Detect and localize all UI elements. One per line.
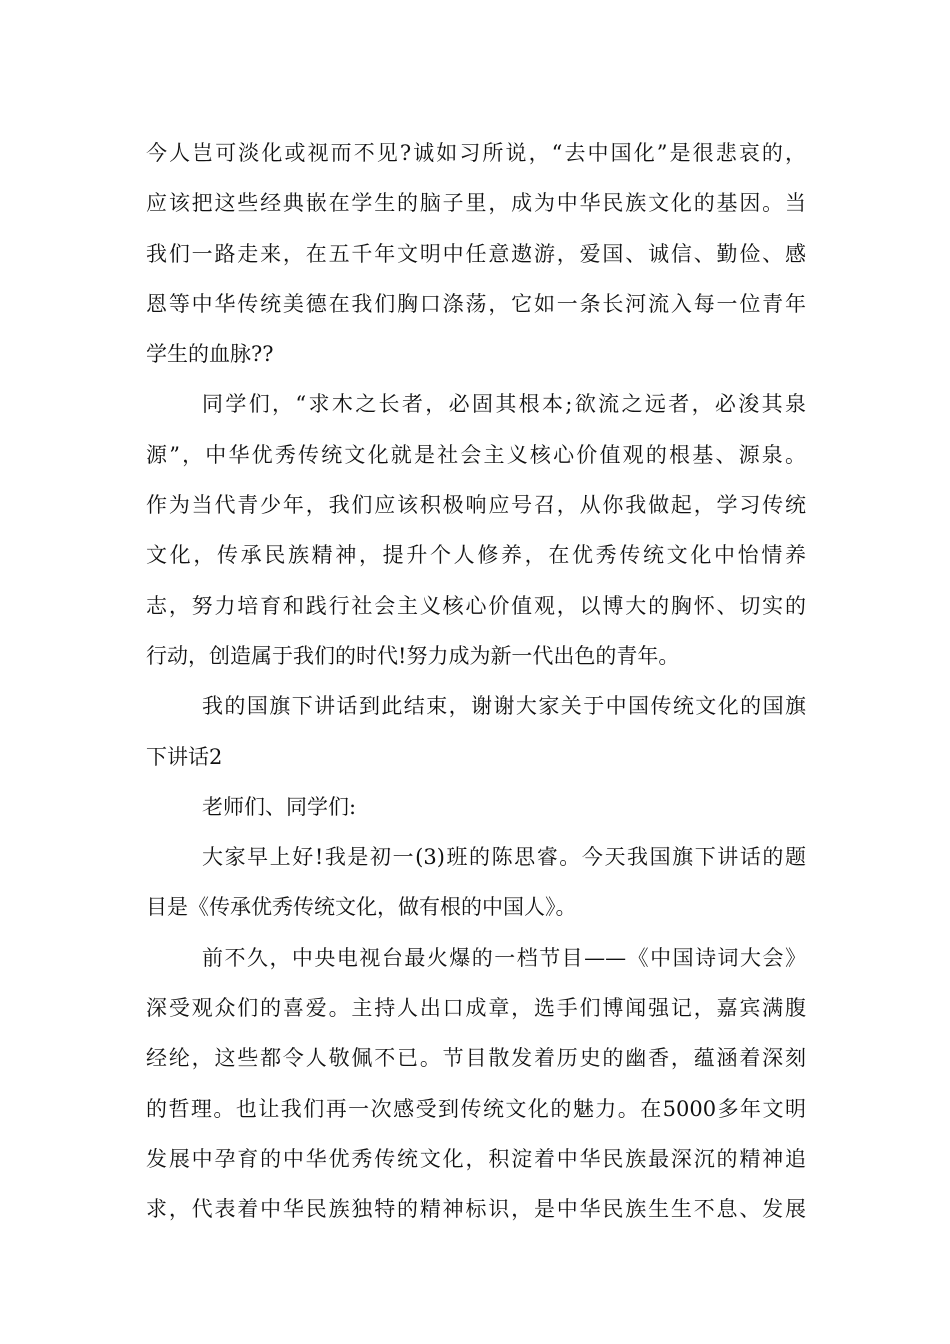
- text-line: 发展中孕育的中华优秀传统文化，积淀着中华民族最深沉的精神追: [146, 1146, 806, 1171]
- text-line: 的哲理。也让我们再一次感受到传统文化的魅力。在5000多年文明: [146, 1096, 806, 1121]
- text-line: 志，努力培育和践行社会主义核心价值观，以博大的胸怀、切实的: [146, 593, 806, 618]
- body-text: [146, 128, 806, 1235]
- text-line: 源”，中华优秀传统文化就是社会主义核心价值观的根基、源泉。: [146, 442, 806, 467]
- text-line: 我们一路走来，在五千年文明中任意遨游，爱国、诚信、勤俭、感: [146, 241, 806, 266]
- text-line: 我的国旗下讲话到此结束，谢谢大家关于中国传统文化的国旗: [202, 694, 806, 719]
- text-line: 学生的血脉??: [146, 342, 274, 367]
- text-line: 经纶，这些都令人敬佩不已。节目散发着历史的幽香，蕴涵着深刻: [146, 1046, 806, 1071]
- text-line: 恩等中华传统美德在我们胸口涤荡，它如一条长河流入每一位青年: [146, 291, 806, 316]
- text-line: 下讲话2: [146, 744, 223, 769]
- text-line: 前不久，中央电视台最火爆的一档节目——《中国诗词大会》: [202, 945, 806, 970]
- text-line: 目是《传承优秀传统文化，做有根的中国人》。: [146, 895, 577, 920]
- text-line: 老师们、同学们:: [202, 794, 357, 819]
- text-line: 文化，传承民族精神，提升个人修养，在优秀传统文化中怡情养: [146, 543, 806, 568]
- text-line: 应该把这些经典嵌在学生的脑子里，成为中华民族文化的基因。当: [146, 191, 806, 216]
- text-line: 今人岂可淡化或视而不见?诚如习所说，“去中国化”是很悲哀的，: [146, 141, 806, 165]
- text-line: 行动，创造属于我们的时代!努力成为新一代出色的青年。: [146, 643, 680, 668]
- text-line: 大家早上好!我是初一(3)班的陈思睿。今天我国旗下讲话的题: [202, 845, 806, 870]
- text-line: 同学们，“求木之长者，必固其根本;欲流之远者，必浚其泉: [202, 392, 806, 417]
- text-line: 求，代表着中华民族独特的精神标识，是中华民族生生不息、发展: [146, 1197, 806, 1222]
- text-line: 深受观众们的喜爱。主持人出口成章，选手们博闻强记，嘉宾满腹: [146, 996, 806, 1021]
- text-line: 作为当代青少年，我们应该积极响应号召，从你我做起，学习传统: [146, 493, 806, 518]
